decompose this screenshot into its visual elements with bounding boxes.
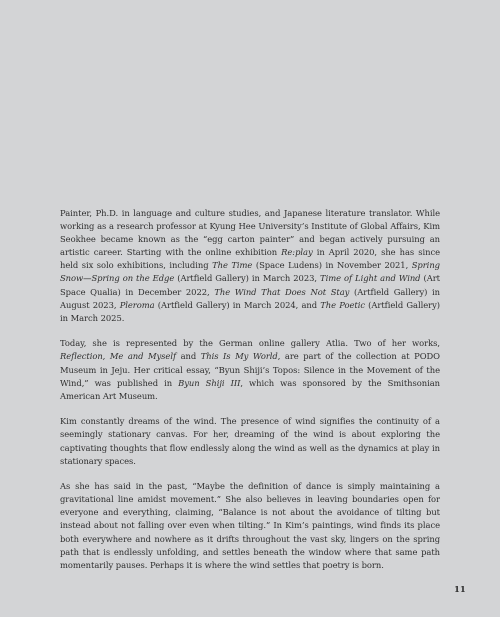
text-run: (Art Space Qualia) in December 2022,	[60, 273, 440, 297]
exhibition-title: The Wind That Does Not Stay	[214, 286, 350, 297]
exhibition-title: The Time	[212, 260, 253, 271]
exhibition-title: Time of Light and Wind	[320, 273, 421, 284]
text-run: and	[176, 351, 201, 362]
biography-text	[60, 207, 440, 572]
exhibition-title: Spring Snow—Spring on the Edge	[60, 260, 440, 284]
artwork-title: Reflection, Me and Myself	[60, 351, 177, 362]
text-run: in April 2020, she has since held six solo exhibitions, including	[60, 247, 440, 271]
artwork-title: This Is My World	[200, 351, 278, 362]
text-run: , which was sponsored by the Smithsonian American Art Museum.	[60, 377, 440, 401]
text-run: (Artfield Gallery) in March 2023,	[174, 273, 321, 284]
text-run: (Artfield Gallery) in March 2024, and	[154, 299, 321, 310]
text-run: (Space Ludens) in November 2021,	[252, 260, 412, 271]
paragraph-balance	[60, 480, 440, 572]
exhibition-title: Pleroma	[119, 299, 155, 310]
paragraph-representation	[60, 337, 440, 402]
text-run: Kim constantly dreams of the wind. The presence of wind signifies the continuity of a seemingly stationary canvas. For her, dreaming of the wind is about exploring the captivating thoughts that flow endlessly along the wind as well as the dynamics at play in stationary spaces.	[60, 416, 440, 466]
text-run: As she has said in the past, “Maybe the definition of dance is simply maintaining a gravitational line amidst movement.” She also believes in leaving boundaries open for everyone and everything, claiming, “Balance is not about the avoidance of tilting but instead about not falling over even when tilting.” In Kim’s paintings, wind finds its place both everywhere and nowhere as it drifts throughout the vast sky, lingers on the spring path that is endlessly unfolding, and settles beneath the window where that same path momentarily pauses. Perhaps it is where the wind settles that poetry is born.	[60, 481, 440, 570]
exhibition-title: Re:play	[281, 247, 313, 258]
text-run: Painter, Ph.D. in language and culture studies, and Japanese literature translator. While working as a research professor at Kyung Hee University’s Institute of Global Affairs, Kim Seokhee became known as the “egg carton painter” and began actively pursuing an artistic career. Starting with the online exhibition	[60, 208, 440, 258]
publication-title: Byun Shiji III	[178, 377, 241, 388]
text-run: (Artfield Gallery) in August 2023,	[60, 286, 441, 310]
paragraph-career	[60, 207, 440, 325]
paragraph-wind	[60, 415, 440, 467]
exhibition-title: The Poetic	[320, 299, 365, 310]
text-run: , are part of the collection at PODO Museum in Jeju. Her critical essay, “Byun Shiji’s Topos: Silence in the Movement of the Wind,” was published in	[60, 351, 440, 388]
page-number: 11	[454, 585, 466, 595]
text-run: (Artfield Gallery) in March 2025.	[60, 299, 440, 323]
text-run: Today, she is represented by the German online gallery Atlia. Two of her works,	[60, 338, 440, 349]
